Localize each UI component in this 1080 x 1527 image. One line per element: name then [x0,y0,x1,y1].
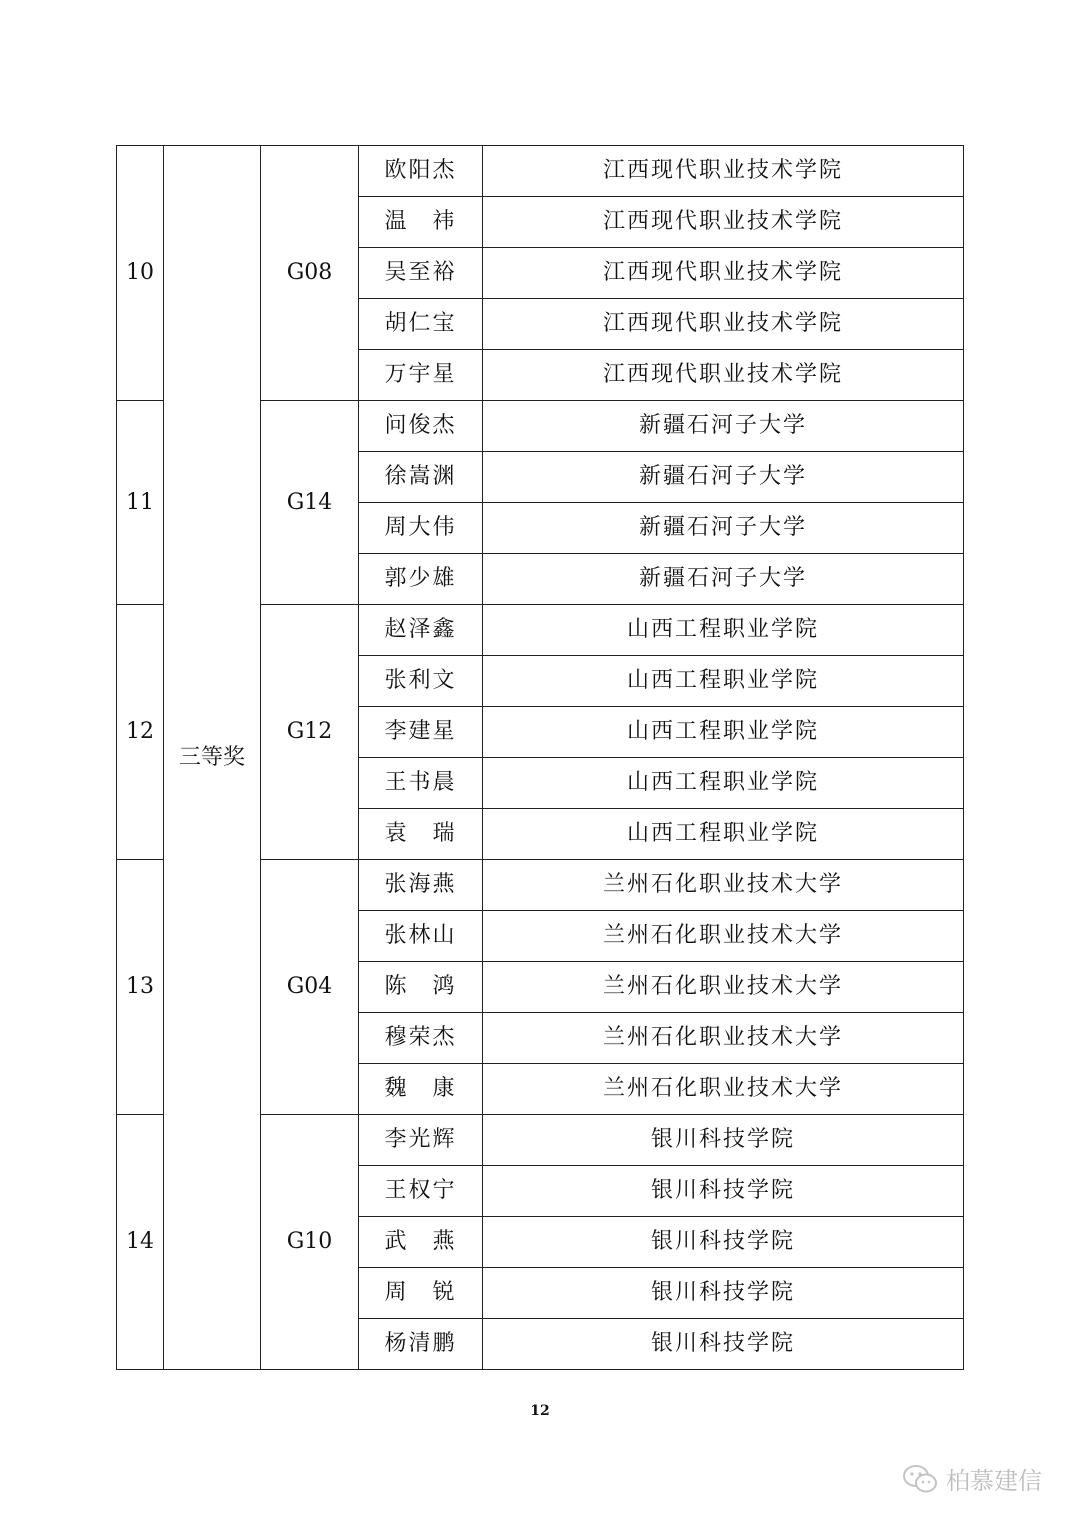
school-cell: 江西现代职业技术学院 [483,197,964,248]
member-name-cell: 袁 瑞 [359,809,483,860]
table-row [117,146,964,197]
school-cell: 兰州石化职业技术大学 [483,1013,964,1064]
school-cell: 山西工程职业学院 [483,707,964,758]
member-name-cell: 李光辉 [359,1115,483,1166]
member-name-cell: 温 祎 [359,197,483,248]
award-level-cell: 三等奖 [164,146,261,1370]
school-cell: 银川科技学院 [483,1268,964,1319]
school-cell: 银川科技学院 [483,1217,964,1268]
member-name-cell: 胡仁宝 [359,299,483,350]
member-name-cell: 吴至裕 [359,248,483,299]
member-name-cell: 穆荣杰 [359,1013,483,1064]
member-name-cell: 郭少雄 [359,554,483,605]
member-name-cell: 周 锐 [359,1268,483,1319]
school-cell: 山西工程职业学院 [483,605,964,656]
member-name-cell: 王书晨 [359,758,483,809]
team-code-cell: G10 [261,1115,359,1370]
school-cell: 银川科技学院 [483,1115,964,1166]
member-name-cell: 张林山 [359,911,483,962]
school-cell: 江西现代职业技术学院 [483,146,964,197]
member-name-cell: 王权宁 [359,1166,483,1217]
school-cell: 新疆石河子大学 [483,554,964,605]
rank-cell: 13 [117,860,164,1115]
school-cell: 山西工程职业学院 [483,758,964,809]
member-name-cell: 杨清鹏 [359,1319,483,1370]
rank-cell: 12 [117,605,164,860]
member-name-cell: 欧阳杰 [359,146,483,197]
member-name-cell: 张海燕 [359,860,483,911]
rank-cell: 11 [117,401,164,605]
member-name-cell: 赵泽鑫 [359,605,483,656]
member-name-cell: 李建星 [359,707,483,758]
team-code-cell: G14 [261,401,359,605]
member-name-cell: 张利文 [359,656,483,707]
school-cell: 江西现代职业技术学院 [483,299,964,350]
member-name-cell: 万宇星 [359,350,483,401]
member-name-cell: 徐嵩渊 [359,452,483,503]
school-cell: 兰州石化职业技术大学 [483,911,964,962]
rank-cell: 14 [117,1115,164,1370]
wechat-icon [902,1464,938,1494]
school-cell: 新疆石河子大学 [483,503,964,554]
school-cell: 新疆石河子大学 [483,401,964,452]
watermark-text: 柏慕建信 [946,1467,1042,1495]
school-cell: 新疆石河子大学 [483,452,964,503]
rank-cell: 10 [117,146,164,401]
school-cell: 兰州石化职业技术大学 [483,962,964,1013]
member-name-cell: 陈 鸿 [359,962,483,1013]
member-name-cell: 周大伟 [359,503,483,554]
school-cell: 江西现代职业技术学院 [483,248,964,299]
school-cell: 银川科技学院 [483,1166,964,1217]
watermark [902,1461,1042,1496]
member-name-cell: 武 燕 [359,1217,483,1268]
school-cell: 江西现代职业技术学院 [483,350,964,401]
school-cell: 兰州石化职业技术大学 [483,1064,964,1115]
awards-table-body [117,146,964,1370]
page-number: 12 [530,1403,550,1419]
school-cell: 山西工程职业学院 [483,809,964,860]
awards-table [116,145,964,1370]
member-name-cell: 问俊杰 [359,401,483,452]
school-cell: 银川科技学院 [483,1319,964,1370]
member-name-cell: 魏 康 [359,1064,483,1115]
team-code-cell: G04 [261,860,359,1115]
school-cell: 山西工程职业学院 [483,656,964,707]
team-code-cell: G12 [261,605,359,860]
school-cell: 兰州石化职业技术大学 [483,860,964,911]
team-code-cell: G08 [261,146,359,401]
